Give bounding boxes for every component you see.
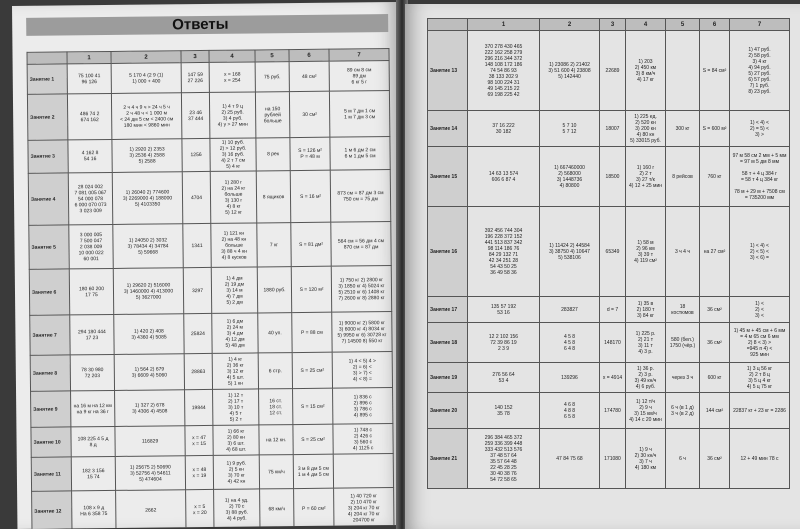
left-page — [12, 2, 402, 529]
answer-cell: 2662 — [116, 490, 186, 529]
answer-cell: 1) 45 м + 45 см + 6 мм = 4 м 65 см 6 мм 2) 8 < 3) > =945 п 4) < 925 мин — [730, 323, 790, 363]
lesson-label: Занятие 16 — [428, 207, 468, 297]
answer-cell: 6 стр. — [258, 353, 292, 389]
answer-cell: 12 2 102 156 72 39 86 19 2 3 9 — [468, 323, 540, 363]
table-row — [31, 424, 393, 458]
answer-cell: 65349 — [600, 207, 626, 297]
answer-cell: S = 126 м² P = 48 м — [290, 137, 330, 170]
answer-cell: 1) 9 ч 2) 30 кн/ч 3) 7 ч 4) 180 км — [626, 429, 666, 489]
answer-cell: на 12 кн. — [259, 425, 293, 455]
answer-cell: 8 рейсов — [666, 147, 700, 207]
answer-cell: 1 м 6 дм 2 см 6 м 1 дм 5 см — [330, 137, 390, 171]
answer-cell: 75 км/ч — [259, 455, 293, 489]
table-row — [30, 312, 392, 356]
table-row — [28, 137, 390, 174]
answer-cell: S = 15 см² — [293, 388, 333, 424]
page-title: Ответы — [172, 15, 229, 34]
answer-cell: 1) 29620 2) 516000 3) 1460000 4) 413000 5) 3627000 — [113, 268, 183, 315]
answer-cell: 48 см² — [289, 61, 329, 91]
answer-cell: 1) 23086 2) 21402 3) 51 600 4) 23808 5) 142440 — [540, 31, 600, 111]
answer-cell: 2 ч 4 ч 9 ч > 24 ч 5 ч 2 ч 48 ч < 1 000 м < 24 дм 5 см < 2400 см 180 мин < 9860 мин — [111, 93, 181, 140]
answer-cell: 1) 121 кн 2) на 48 кн больше 3) 88 ч 4 кн 4) 8 кусков — [211, 223, 257, 267]
answer-cell: 1) 280 г 2) на 24 кг больше 3) 130 г 4) 8 кг 5) 12 кг — [210, 171, 257, 223]
answer-cell: 1) 4 кг 2) 36 кг 3) 12 кг 4) 5 шт. 5) 1 кн — [212, 353, 258, 389]
answer-cell: 16 ст. 18 ст. 12 ст. — [259, 389, 293, 425]
answer-cell: 296 384 465 372 259 336 399 448 333 432 513 576 37 48 57 64 35 57 64 48 22 45 28 25 30 40 38 76 54 72 58 65 — [468, 429, 540, 489]
answer-cell: 580 (бел.) 1750 (чёр.) — [666, 323, 700, 363]
column-header — [27, 52, 67, 64]
answer-cell: 1256 — [182, 138, 210, 171]
answer-cell: 8 рек — [256, 138, 290, 171]
answer-cell: 25824 — [184, 313, 212, 353]
answer-cell: 144 см² — [700, 393, 730, 429]
answer-cell: 4 6 8 4 8 8 6 5 8 — [540, 393, 600, 429]
answer-cell: 1) 3 ц 56 кг 2) 2 т 8 ц 3) 5 ц 4 кг 4) 5 ц 75 кг — [730, 363, 790, 393]
answer-cell: d = 7 — [600, 297, 626, 323]
answer-cell: 108 225 4 5 д 8 д — [71, 426, 115, 456]
answer-cell: 1) 12 т 2) 17 т 3) 10 т 4) 5 т 5) 2 т — [213, 389, 259, 425]
lesson-label: Занятие 13 — [428, 31, 468, 111]
answer-cell: 68 км/ч — [260, 489, 294, 529]
answer-cell: 1) 40 720 кг 2) 10 470 кг 3) 204 кг 70 кг 4) 204 кг 70 кг 204700 кг — [334, 488, 394, 529]
table-row — [428, 111, 790, 147]
answer-cell: 1) 11424 2) 44584 3) 38750 4) 10647 5) 538106 — [540, 207, 600, 297]
answer-cell: 1) 4 дм 2) 19 дм 3) 14 м 4) 7 дм 5) 2 дм — [211, 267, 257, 313]
lesson-label: Занятие 8 — [30, 355, 70, 391]
column-header: 2 — [540, 19, 600, 31]
answer-cell: 174780 — [600, 393, 626, 429]
answer-cell: 28863 — [184, 353, 212, 389]
answer-cell: S = 25 см² — [292, 352, 332, 388]
answer-cell: S = 84 см² — [700, 31, 730, 111]
answer-cell: на 150 рублей больше — [255, 92, 289, 138]
answer-cell: 6 ч (в 1 д) 3 ч (в 2 д) — [666, 393, 700, 429]
answer-cell: x = 5 x = 20 — [186, 489, 214, 529]
answer-cell: 1) 4 т 9 ц 2) 25 руб. 3) 4 руб. 4) у > 27 мин — [209, 92, 255, 138]
table-row — [428, 323, 790, 363]
column-header — [428, 19, 468, 31]
answer-cell: 14 63 13 574 606 6 87 4 — [468, 147, 540, 207]
answer-table-left — [26, 48, 394, 529]
answer-cell: 36 см² — [700, 323, 730, 363]
column-header: 2 — [111, 51, 181, 64]
lesson-label: Занятие 9 — [31, 391, 71, 427]
answer-cell: 1) 47 руб. 2) 58 руб. 3) 4 кг 4) 94 руб. 5) 27 руб. 6) 57 руб. 7) 1 руб. 8) 23 руб. — [730, 31, 790, 111]
answer-cell: S = 25 см² — [293, 424, 333, 454]
answer-cell: 182 3 156 15 74 — [71, 456, 115, 490]
answer-table-right — [427, 18, 790, 489]
answer-cell: 1) < 4) < 2) < 5) < 3) < 6) = — [730, 207, 790, 297]
answer-cell: x = 48 x = 19 — [185, 455, 213, 489]
column-header: 3 — [600, 19, 626, 31]
answer-cell: 5 7 10 5 7 12 — [540, 111, 600, 147]
lesson-label: Занятие 14 — [428, 111, 468, 147]
answer-cell: 1) 9000 кг 2) 5800 кг 3) 6000 кг 4) 8034 кг 5) 9950 кг 6) 30728 кг 7) 14500 8) 550 кг — [332, 312, 392, 353]
answer-cell: 47 84 75 68 — [540, 429, 600, 489]
lesson-label: Занятие 19 — [428, 363, 468, 393]
answer-cell: 1) 160 г 2) 2 т 3) 27 т/к 4) 12 + 25 мин — [626, 147, 666, 207]
answer-cell — [333, 454, 393, 489]
answer-cell: 4 5 8 4 5 8 6 4 8 — [540, 323, 600, 363]
answer-cell: S = 81 дм² — [291, 222, 331, 266]
answer-cell: S = 16 м² — [290, 170, 331, 222]
column-header: 4 — [626, 19, 666, 31]
column-header: 5 — [255, 50, 289, 62]
table-row — [30, 352, 392, 392]
answer-cell: 760 кг — [700, 147, 730, 207]
answer-cell: 1) 66 кг 2) 80 кн 3) 6 шт. 4) 68 шт. — [213, 425, 259, 455]
answer-cell: Р = 60 см² — [294, 488, 334, 528]
column-header: 6 — [289, 49, 329, 61]
table-row — [428, 297, 790, 323]
lesson-label: Занятие 2 — [27, 94, 67, 140]
answer-cell: 22837 кг + 23 кг = 2286 — [730, 393, 790, 429]
answer-cell: x = 168 x = 254 — [209, 62, 255, 92]
table-row — [29, 266, 391, 316]
table-row — [428, 429, 790, 489]
answer-cell: 1) 420 2) 408 3) 4360 4) 5085 — [114, 314, 184, 355]
table-row — [28, 170, 391, 226]
answer-cell: 4 162 8 54 16 — [68, 139, 112, 172]
answer-cell: 1880 руб. — [257, 267, 291, 313]
right-page — [405, 4, 800, 529]
answer-cell: 75 руб. — [255, 62, 289, 92]
answer-cell: 1) 750 кг 2) 2800 кг 3) 1850 кг 4) 5024 кг 5) 2510 кг 6) 1408 кг 7) 2600 кг 8) 2880 кг — [331, 266, 391, 313]
answer-cell: 1) 225 ед. 2) 520 кн 3) 200 кн 4) 80 кн 5) 33015 руб. — [626, 111, 666, 147]
table-row — [29, 222, 391, 270]
answer-cell: 3297 — [183, 267, 211, 313]
answer-cell: 1) 667460000 2) 568000 3) 1448736 4) 80800 — [540, 147, 600, 207]
lesson-label: Занятие 3 — [28, 140, 68, 173]
answer-cell: 564 см = 56 дм 4 см 870 см = 87 дм — [331, 222, 391, 267]
answer-cell: 140 152 35 78 — [468, 393, 540, 429]
answer-cell: S = 600 м² — [700, 111, 730, 147]
answer-cell: 36 см² — [700, 297, 730, 323]
lesson-label: Занятие 5 — [29, 225, 69, 269]
answer-cell: 116829 — [115, 426, 185, 457]
answer-cell: 392 456 744 304 196 228 372 152 441 513 837 342 98 114 186 76 84 29 132 71 42 34 251 28 54 43 50 25 36 49 58 36 — [468, 207, 540, 297]
answer-cell: 171080 — [600, 429, 626, 489]
answer-cell: 1) 35 в 2) 180 т 3) 84 кг — [626, 297, 666, 323]
answer-cell: 8 ящиков — [256, 171, 291, 223]
answer-cell: 97 м 58 см 2 мм + 5 мм = 97 м 5 дм 8 мм 58 т + 4 ц 384 г = 58 т 4 ц 384 кг 78 м + 29 м + 7508 см = 735200 мм — [730, 147, 790, 207]
answer-cell: 1) на 4 уд. 2) 70 с 3) 88 руб. 4) 4 руб. — [214, 489, 260, 529]
answer-cell: 1) 10 руб. 2) > 12 руб. 3) 16 руб. 4) 2 т 7 см 5) 4 кг — [210, 138, 256, 171]
answer-cell: 1) 6 дм 2) 24 м 3) 4 дм 4) 12 дм 5) 48 дм — [212, 313, 258, 353]
answer-cell: 18 костюмов — [666, 297, 700, 323]
answer-cell — [666, 31, 700, 111]
answer-cell: 3 000 005 7 500 047 2 038 009 10 000 022 60 001 — [69, 224, 113, 268]
table-row — [428, 207, 790, 297]
answer-cell: 108 x 9 д На 6 358 75 — [72, 490, 116, 529]
answer-cell: 1341 — [183, 223, 211, 267]
answer-cell: 486 74 2 674 162 — [67, 93, 111, 139]
answer-cell: 1) 24050 2) 3032 3) 78434 4) 34784 5) 59668 — [113, 224, 183, 269]
answer-cell: 180 60 200 17 75 — [69, 268, 113, 314]
answer-cell: 1) < 4) < 2) = 5) < 3) > — [730, 111, 790, 147]
answer-cell: 1) 36 р. 2) 3 р. 3) 49 кн/ч 4) 6 руб. — [626, 363, 666, 393]
answer-cell: 294 180 444 17 23 — [70, 314, 114, 354]
answer-cell: 1) 203 2) 450 км 3) 8 км/ч 4) 17 кг — [626, 31, 666, 111]
answer-cell: через 3 ч — [666, 363, 700, 393]
answer-cell: 1) < 2) < 3) < — [730, 297, 790, 323]
lesson-label: Занятие 10 — [31, 427, 71, 457]
table-row — [31, 388, 393, 428]
answer-cell: на 16 м на 12 км на 9 кг на 36 г — [71, 390, 115, 426]
column-header: 3 — [181, 50, 209, 62]
answer-cell: на 27 см² — [700, 207, 730, 297]
answer-cell: 873 см = 87 дм 3 см 750 см = 75 дм — [330, 170, 391, 223]
lesson-label: Занятие 4 — [28, 173, 69, 225]
table-row — [428, 393, 790, 429]
answer-cell: 276 56 64 53 4 — [468, 363, 540, 393]
answer-cell: x = 47 x = 15 — [185, 425, 213, 455]
answer-cell: 370 278 430 465 222 162 258 279 296 216 344 372 148 108 172 186 74 54 86 93 38 133 202 9 98 100 224 31 49 145 215 22 69 198 225 42 — [468, 31, 540, 111]
answer-cell: 300 кг — [666, 111, 700, 147]
answer-cell: 18007 — [600, 111, 626, 147]
answer-cell: 1) 25675 2) 50690 3) 52756 4) 54611 5) 474604 — [115, 456, 185, 491]
lesson-label: Занятие 6 — [29, 269, 69, 315]
table-row — [428, 31, 790, 111]
answer-cell: 5 м 7 дм 1 см 1 м 7 дм 3 см — [329, 91, 389, 138]
answer-cell: 283827 — [540, 297, 600, 323]
table-row — [428, 147, 790, 207]
answer-cell: 1) 58 м 2) 96 км 3) 39 т 4) 119 см² — [626, 207, 666, 297]
table-row — [27, 61, 389, 95]
lesson-label: Занятие 18 — [428, 323, 468, 363]
answer-cell: 28 024 002 7 081 005 067 54 000 078 6 000 070 073 3 023 009 — [68, 172, 113, 224]
column-header: 4 — [209, 50, 255, 62]
lesson-label: Занятие 11 — [31, 457, 71, 491]
column-header: 5 — [666, 19, 700, 31]
lesson-label: Занятие 1 — [27, 64, 67, 94]
answer-cell: S = 120 м² — [291, 266, 331, 312]
answer-cell: 19844 — [185, 389, 213, 425]
answer-cell: 1) 9 руб. 2) 5 кн 3) 70 кг 4) 42 кн — [213, 455, 259, 489]
answer-cell: P = 88 см — [292, 312, 332, 352]
answer-cell: 89 см 8 см 89 дм 6 кг 5 г — [329, 61, 389, 92]
answer-cell: 5 170 4 (2 9 (1) 1) 000 + 400 — [111, 63, 181, 94]
answer-cell: 1) 26040 2) 774600 3) 2269000 4) 188000 5) 4103350 — [112, 172, 183, 225]
answer-cell: 75 100 41 96 126 — [67, 63, 111, 93]
answer-cell: 22689 — [600, 31, 626, 111]
answer-cell: 23 46 37 444 — [181, 92, 209, 138]
answer-cell: 1) 225 р. 2) 21 т 3) 11 т 4) 3 р. — [626, 323, 666, 363]
column-header: 1 — [67, 51, 111, 63]
answer-cell: 1) 836 с 2) 896 с 3) 786 с 4) 895 с — [333, 388, 393, 425]
answer-cell: 139296 — [540, 363, 600, 393]
answer-cell: 40 уп. — [258, 313, 292, 353]
column-header: 7 — [329, 49, 389, 62]
column-header: 6 — [700, 19, 730, 31]
answer-cell: 4704 — [182, 171, 211, 223]
answer-cell: 3 ч 4 ч — [666, 207, 700, 297]
answer-cell: 6 ч — [666, 429, 700, 489]
answer-cell: 36 см² — [700, 429, 730, 489]
lesson-label: Занятие 12 — [32, 491, 72, 529]
table-header-row — [428, 19, 790, 31]
answer-cell: 1) 564 2) 679 3) 6609 4) 5060 — [114, 354, 184, 391]
table-row — [31, 454, 393, 492]
answer-cell: 1) 327 2) 678 3) 4306 4) 4508 — [115, 390, 185, 427]
answer-cell: 147 59 27 226 — [181, 62, 209, 92]
table-row — [27, 91, 389, 141]
answer-cell: 30 см² — [289, 91, 329, 137]
lesson-label: Занятие 21 — [428, 429, 468, 489]
answer-cell: 12 + 49 мин 78 с — [730, 429, 790, 489]
answer-cell: 7 кг — [257, 223, 291, 267]
answer-cell: 1) 748 с 2) 426 с 3) 560 с 4) 1125 с — [333, 424, 393, 455]
lesson-label: Занятие 7 — [30, 315, 70, 355]
column-header: 1 — [468, 19, 540, 31]
answer-cell: 18500 — [600, 147, 626, 207]
answer-cell: 148170 — [600, 323, 626, 363]
answer-cell: 37 16 222 30 182 — [468, 111, 540, 147]
answer-cell: 600 кг — [700, 363, 730, 393]
lesson-label: Занятие 17 — [428, 297, 468, 323]
answer-cell: 135 57 192 53 16 — [468, 297, 540, 323]
lesson-label: Занятие 20 — [428, 393, 468, 429]
lesson-label: Занятие 15 — [428, 147, 468, 207]
answer-cell: 1) 12 т/ч 2) 9 ч 3) 15 км/ч 4) 14 с 20 мин — [626, 393, 666, 429]
answer-cell: 1) 4 < 5) 4 > 2) = 6) < 3) > 7) < 4) < 8) = — [332, 352, 392, 389]
table-row — [428, 363, 790, 393]
answer-cell: x = 4914 — [600, 363, 626, 393]
answer-cell: 78 30 980 72 203 — [70, 354, 114, 390]
table-row — [32, 488, 394, 529]
answer-cell: 3 м 8 дм 5 см 1 м 4 дм 5 см — [293, 454, 333, 488]
column-header: 7 — [730, 19, 790, 31]
answer-cell: 1) 2920 2) 2353 3) 2536 4) 2588 5) 2588 — [112, 139, 182, 173]
